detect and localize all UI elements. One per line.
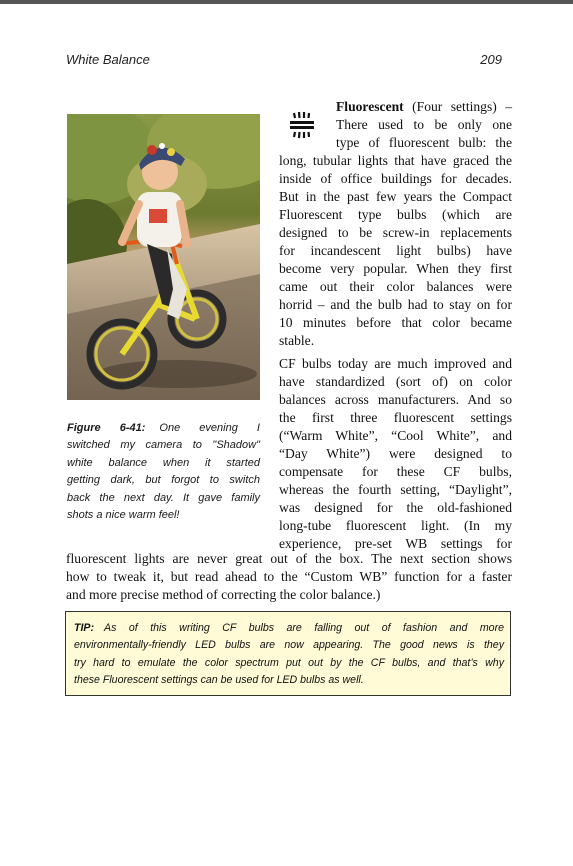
tip-line: try hard to emulate the color spectrum put out by the CF bulbs, and that’s why	[74, 656, 504, 669]
page-top-border	[0, 0, 573, 4]
caption-line: shots a nice warm feel!	[67, 509, 180, 522]
text-line: become very popular. When they first	[279, 261, 512, 276]
text-line: designed to be screw-in replacements	[279, 225, 512, 240]
text-line: “Day White”) were designed to	[279, 446, 512, 461]
child-on-bicycle-photo	[67, 114, 260, 400]
section-heading: Fluorescent	[336, 99, 404, 114]
caption-line: One evening I	[159, 422, 260, 434]
text-line: experience, pre-set WB settings for	[279, 536, 512, 551]
fluorescent-wb-icon	[287, 110, 317, 140]
caption-label: Figure 6-41:	[67, 422, 146, 434]
tip-line: these Fluorescent settings can be used for LED bulbs as well.	[74, 674, 364, 687]
text-line: CF bulbs today are much improved and	[279, 356, 512, 371]
caption-line: back the next day. It gave family	[67, 491, 260, 504]
text-line: have standardized (sort of) on color	[279, 374, 512, 389]
caption-line: getting dark, but forgot to switch	[67, 474, 260, 487]
running-header	[66, 52, 506, 70]
tip-label: TIP:	[74, 622, 95, 634]
caption-line: white balance when it started	[67, 456, 260, 469]
text-line: was designed for the old-fashioned	[279, 500, 512, 515]
text-line: (“Warm White”, “Cool White”, and	[279, 428, 512, 443]
text-line: long, tubular lights that have graced the	[279, 153, 512, 168]
paragraph-1	[279, 152, 512, 350]
page-number: 209	[480, 52, 502, 67]
tip-line: As of this writing CF bulbs are falling out of fashion and more	[104, 622, 504, 634]
text-line: for incandescent light bulbs) have	[279, 243, 512, 258]
paragraph-2	[279, 355, 512, 553]
tip-line: environmentally-friendly LED bulbs are now appearing. The good news is they	[74, 639, 504, 652]
text-line: and more precise method of correcting the color balance.)	[66, 587, 381, 602]
fluorescent-intro	[336, 98, 512, 152]
text-line: long-tube fluorescent light. (In my	[279, 518, 512, 533]
text-line: how to tweak it, but read ahead to the “Custom WB” function for a faster	[66, 569, 512, 584]
text-line: came out their color balances were	[279, 279, 512, 294]
text-line: Fluorescent type bulbs (which are	[279, 207, 512, 222]
text-line: 10 minutes before that color became	[279, 315, 512, 330]
text-line: inside of office buildings for decades.	[279, 171, 512, 186]
figure-caption	[67, 420, 260, 524]
caption-line: switched my camera to "Shadow"	[67, 439, 260, 452]
text-line: balances across manufacturers. And so	[279, 392, 512, 407]
tip-box	[65, 611, 511, 696]
text-line: compensate for these CF bulbs,	[279, 464, 512, 479]
text-line: stable.	[279, 333, 315, 348]
chapter-title: White Balance	[66, 52, 150, 67]
text-line: There used to be only one	[336, 117, 512, 132]
text-line: horrid – and the bulb had to stay on for	[279, 297, 512, 312]
text-line: the first three fluorescent settings	[279, 410, 512, 425]
text-line: type of fluorescent bulb: the	[336, 135, 512, 150]
text-line: But in the past few years the Compact	[279, 189, 512, 204]
section-heading-suffix: (Four settings) –	[412, 99, 512, 114]
text-line: fluorescent lights are never great out of the box. The next section shows	[66, 551, 512, 566]
paragraph-3	[66, 550, 512, 604]
text-line: whereas the fourth setting, “Daylight”,	[279, 482, 512, 497]
